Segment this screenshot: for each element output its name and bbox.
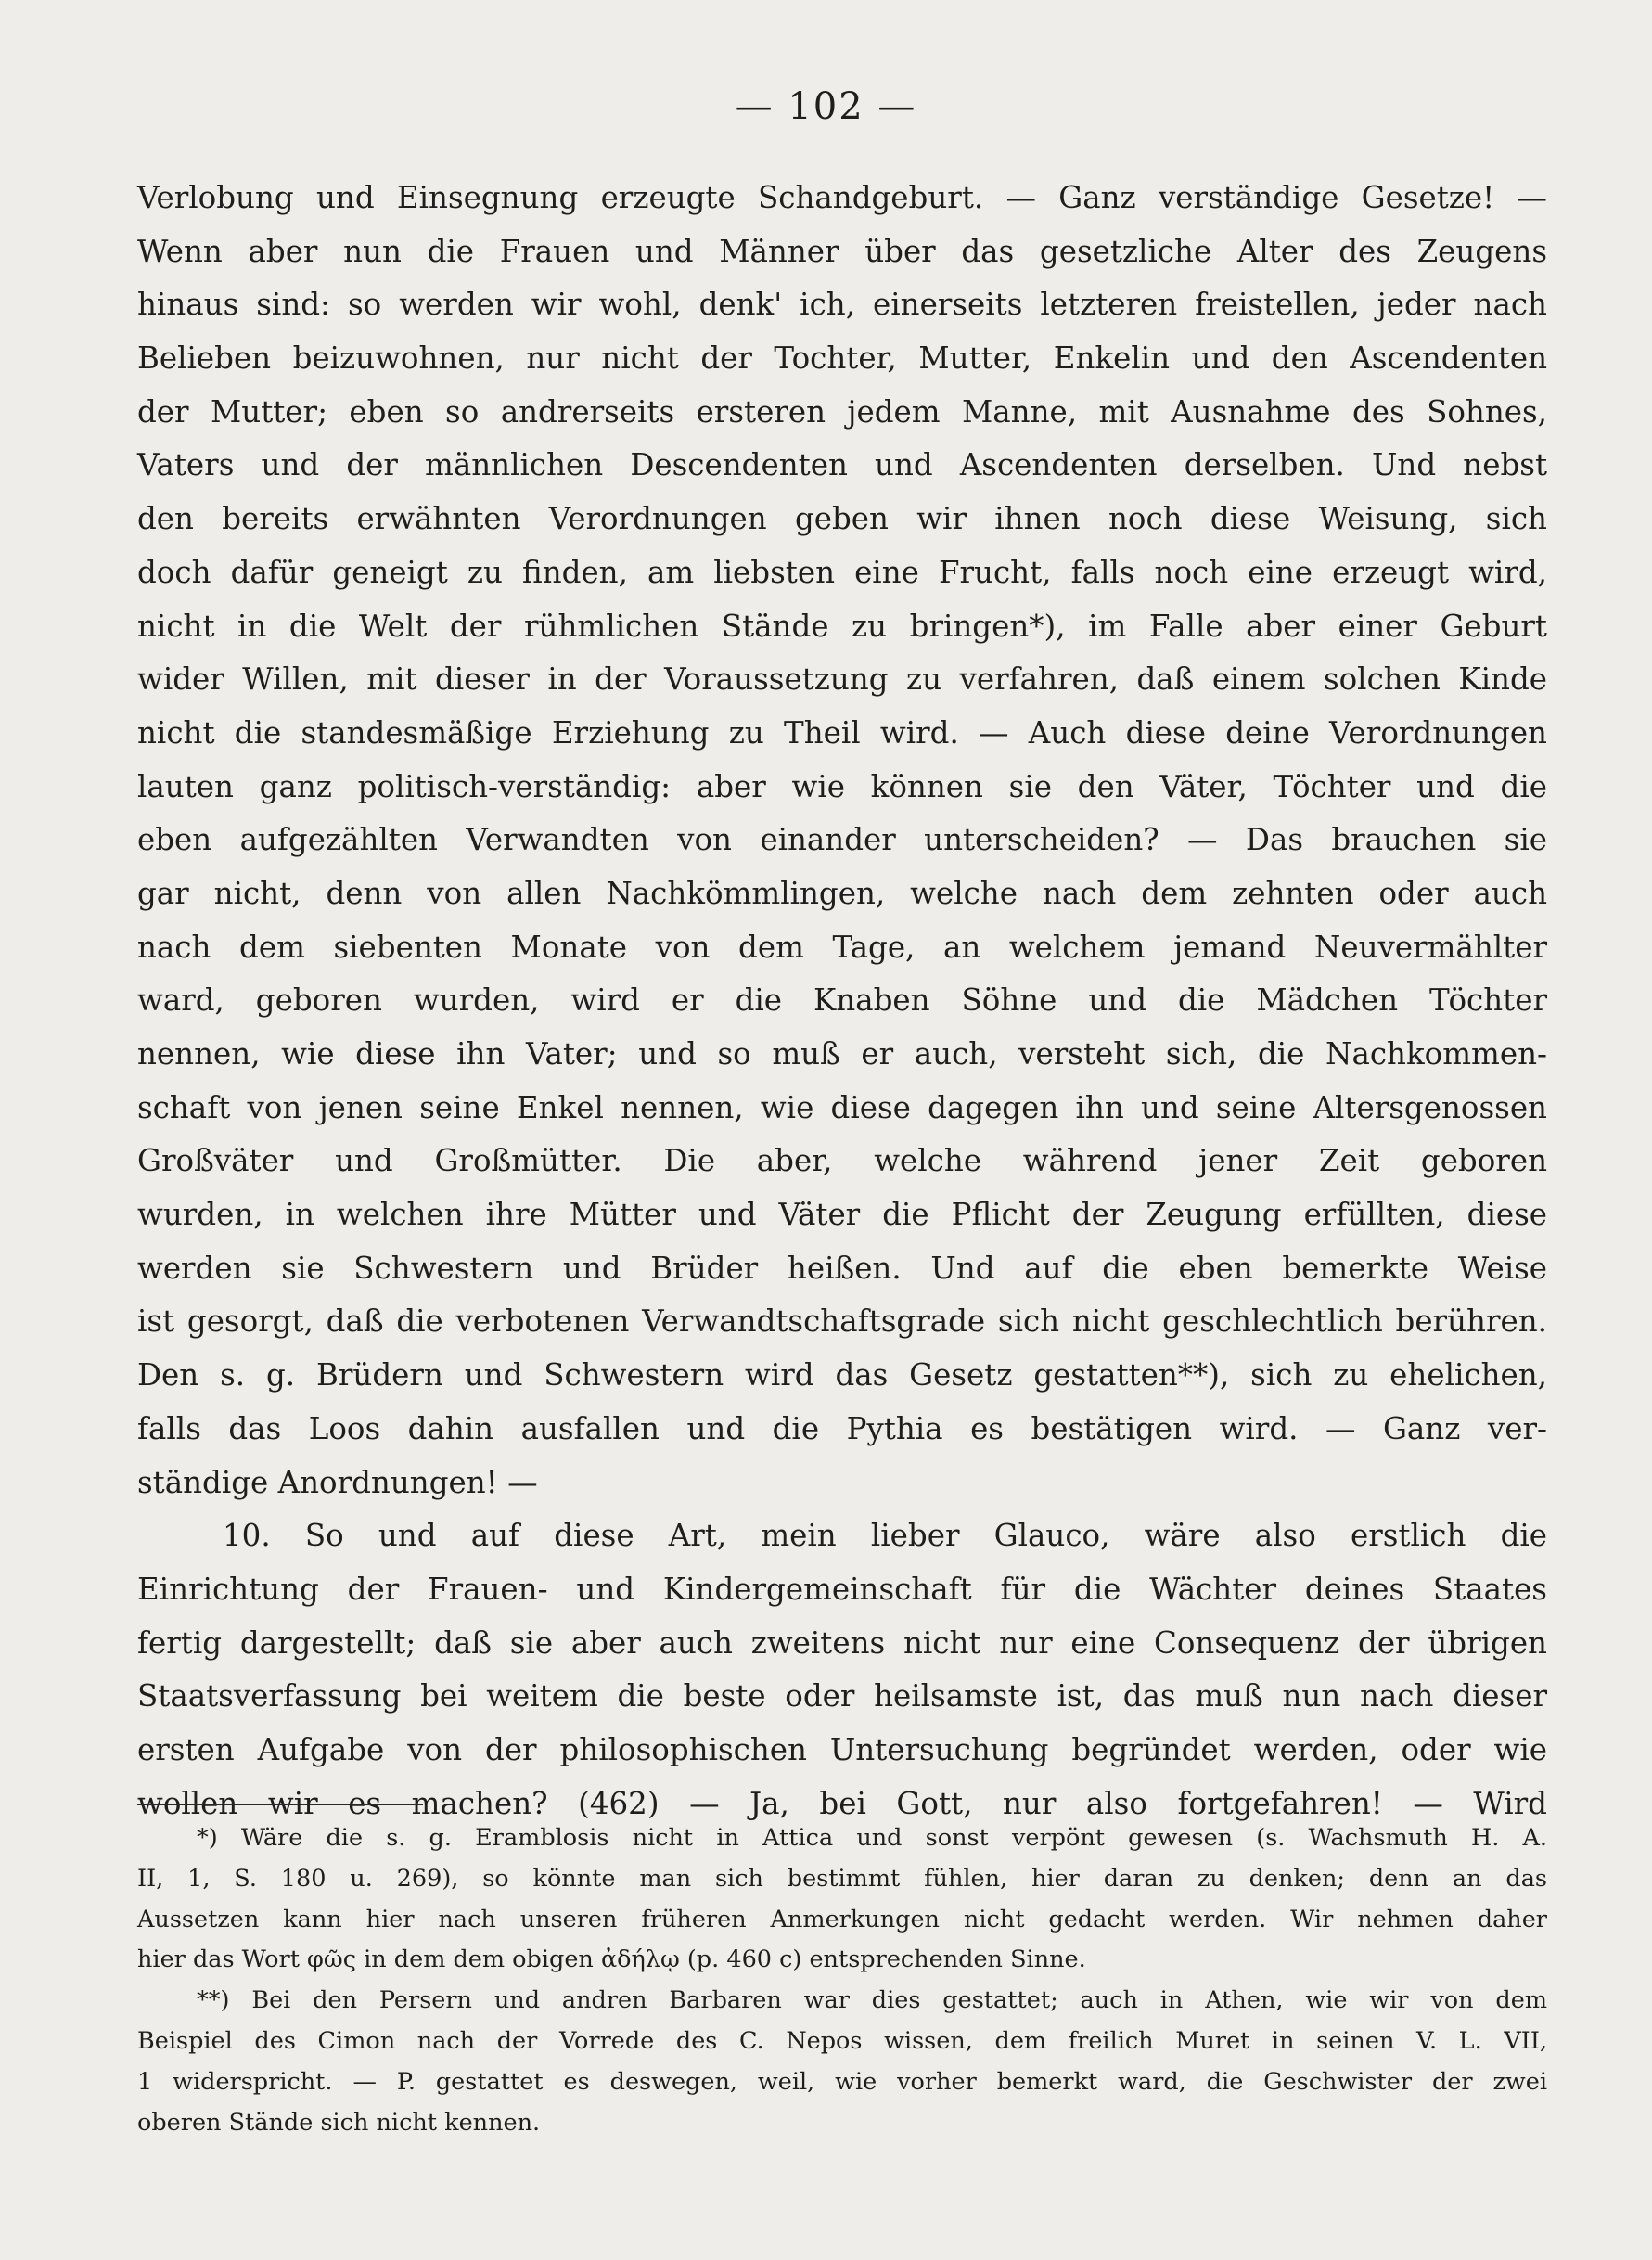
text-line: Großväter und Großmütter. Die aber, welche während jener Zeit geboren: [137, 1143, 1547, 1179]
footnote-line: Beispiel des Cimon nach der Vorrede des C. Nepos wissen, dem freilich Muret in seinen V. L. VII,: [137, 2026, 1547, 2055]
text-line: Verlobung und Einsegnung erzeugte Schandgeburt. — Ganz verständige Gesetze! —: [137, 180, 1547, 215]
text-line: nennen, wie diese ihn Vater; und so muß er auch, versteht sich, die Nachkommen-: [137, 1036, 1547, 1072]
footnote-line: II, 1, S. 180 u. 269), so könnte man sich bestimmt fühlen, hier daran zu denken; denn an das: [137, 1864, 1547, 1893]
footnote-line: **) Bei den Persern und andren Barbaren war dies gestattet; auch in Athen, wie wir von dem: [197, 1986, 1547, 2015]
text-line: wurden, in welchen ihre Mütter und Väter die Pflicht der Zeugung erfüllten, diese: [137, 1197, 1547, 1233]
text-line: lauten ganz politisch-verständig: aber wie können sie den Väter, Töchter und die: [137, 768, 1547, 804]
text-line: falls das Loos dahin ausfallen und die Pythia es bestätigen wird. — Ganz ver-: [137, 1410, 1547, 1446]
footnote-line: hier das Wort φῶς in dem dem obigen ἀδήλῳ (p. 460 c) entsprechenden Sinne.: [137, 1945, 1086, 1974]
text-line: ist gesorgt, daß die verbotenen Verwandtschaftsgrade sich nicht geschlechtlich berühren.: [137, 1303, 1547, 1340]
text-line: den bereits erwähnten Verordnungen geben wir ihnen noch diese Weisung, sich: [137, 501, 1547, 537]
text-line: hinaus sind: so werden wir wohl, denk' ich, einerseits letzteren freistellen, jeder nach: [137, 287, 1547, 323]
text-line: ward, geboren wurden, wird er die Knaben Söhne und die Mädchen Töchter: [137, 982, 1547, 1019]
footnote-divider: [137, 1804, 423, 1805]
text-line: Den s. g. Brüdern und Schwestern wird das Gesetz gestatten**), sich zu ehelichen,: [137, 1357, 1547, 1393]
text-line: nicht in die Welt der rühmlichen Stände zu bringen*), im Falle aber einer Geburt: [137, 608, 1547, 644]
footnote-line: 1 widerspricht. — P. gestattet es deswegen, weil, wie vorher bemerkt ward, die Geschwister der zwei: [137, 2067, 1547, 2096]
text-line: nicht die standesmäßige Erziehung zu Theil wird. — Auch diese deine Verordnungen: [137, 714, 1547, 751]
footnote-line: Aussetzen kann hier nach unseren früheren Anmerkungen nicht gedacht werden. Wir nehmen daher: [137, 1905, 1547, 1933]
footnotes: [137, 1818, 1547, 2143]
text-line: nach dem siebenten Monate von dem Tage, an welchem jemand Neuvermählter: [137, 929, 1547, 965]
text-line: Belieben beizuwohnen, nur nicht der Tochter, Mutter, Enkelin und den Ascendenten: [137, 340, 1547, 377]
text-line: werden sie Schwestern und Brüder heißen. Und auf die eben bemerkte Weise: [137, 1250, 1547, 1286]
footnote-line: *) Wäre die s. g. Eramblosis nicht in Attica und sonst verpönt gewesen (s. Wachsmuth H. A.: [197, 1824, 1547, 1852]
text-line: schaft von jenen seine Enkel nennen, wie diese dagegen ihn und seine Altersgenossen: [137, 1089, 1547, 1125]
text-line: wider Willen, mit dieser in der Voraussetzung zu verfahren, daß einem solchen Kinde: [137, 661, 1547, 698]
page-number: — 102 —: [735, 85, 917, 128]
text-line: doch dafür geneigt zu finden, am liebsten eine Frucht, falls noch eine erzeugt wird,: [137, 554, 1547, 590]
text-line: ersten Aufgabe von der philosophischen Untersuchung begründet werden, oder wie: [137, 1731, 1547, 1767]
text-line: wollen wir es machen? (462) — Ja, bei Gott, nur also fortgefahren! — Wird: [137, 1785, 1547, 1821]
main-text: [137, 172, 1547, 1830]
text-line: der Mutter; eben so andrerseits ersteren jedem Manne, mit Ausnahme des Sohnes,: [137, 393, 1547, 430]
text-line: fertig dargestellt; daß sie aber auch zweitens nicht nur eine Consequenz der übrigen: [137, 1624, 1547, 1661]
text-line: Vaters und der männlichen Descendenten und Ascendenten derselben. Und nebst: [137, 447, 1547, 483]
text-line: Einrichtung der Frauen- und Kindergemeinschaft für die Wächter deines Staates: [137, 1571, 1547, 1607]
text-line: gar nicht, denn von allen Nachkömmlingen, welche nach dem zehnten oder auch: [137, 875, 1547, 911]
text-line: Wenn aber nun die Frauen und Männer über das gesetzliche Alter des Zeugens: [137, 233, 1547, 269]
text-line: Staatsverfassung bei weitem die beste oder heilsamste ist, das muß nun nach dieser: [137, 1678, 1547, 1714]
footnote-line: oberen Stände sich nicht kennen.: [137, 2108, 541, 2137]
text-line: ständige Anordnungen! —: [137, 1464, 538, 1500]
text-line: eben aufgezählten Verwandten von einander unterscheiden? — Das brauchen sie: [137, 822, 1547, 858]
section-start-line: 10. So und auf diese Art, mein lieber Glauco, wäre also erstlich die: [223, 1518, 1547, 1554]
